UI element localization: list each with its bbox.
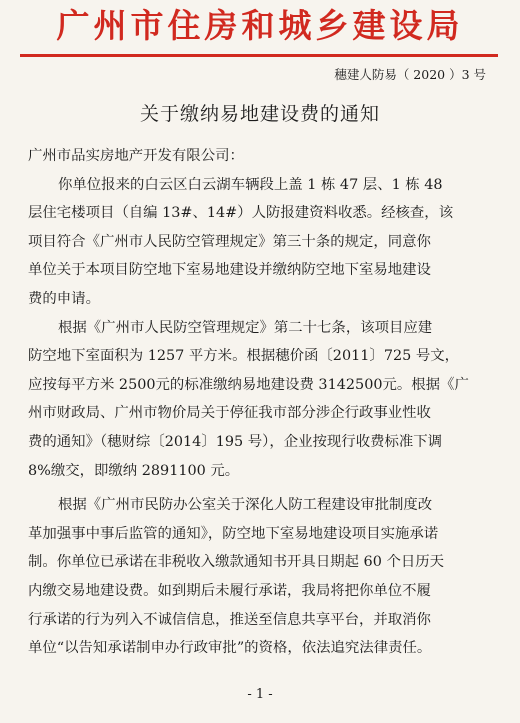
paragraph-line: 防空地下室面积为 1257 平方米。根据穗价函〔2011〕725 号文， (28, 348, 460, 365)
paragraph-line: 州市财政局、广州市物价局关于停征我市部分涉企行政事业性收 (28, 405, 431, 422)
paragraph-2 (28, 314, 494, 486)
page-number: - 1 - (247, 687, 273, 702)
paragraph-3 (28, 491, 494, 663)
document-number: 穗建人防易（ 2020 ）3 号 (334, 67, 486, 82)
paragraph-1 (28, 171, 494, 314)
paragraph-line: 单位“以告知承诺制申办行政审批”的资格，依法追究法律责任。 (28, 640, 432, 657)
paragraph-line: 根据《广州市民防办公室关于深化人防工程建设审批制度改 (58, 497, 433, 514)
red-divider-line (20, 54, 498, 57)
paragraph-line: 费的申请。 (28, 290, 100, 307)
paragraph-line: 层住宅楼项目（自编 13#、14#）人防报建资料收悉。经核查，该 (28, 205, 454, 222)
paragraph-line: 单位关于本项目防空地下室易地建设并缴纳防空地下室易地建设 (28, 262, 431, 279)
paragraph-line: 费的通知》（穗财综〔2014〕195 号），企业按现行收费标准下调 (28, 433, 443, 450)
paragraph-line: 内缴交易地建设费。如到期后未履行承诺，我局将把你单位不履 (28, 582, 431, 599)
document-title: 关于缴纳易地建设费的通知 (139, 103, 380, 125)
paragraph-line: 革加强事中事后监管的通知》，防空地下室易地建设项目实施承诺 (28, 525, 439, 542)
paragraph-line: 根据《广州市人民防空管理规定》第二十七条，该项目应建 (58, 319, 433, 336)
paragraph-line: 项目符合《广州市人民防空管理规定》第三十条的规定，同意你 (28, 233, 431, 250)
paragraph-line: 行承诺的行为列入不诚信信息，推送至信息共享平台，并取消你 (28, 611, 431, 628)
paragraph-line: 你单位报来的白云区白云湖车辆段上盖 1 栋 47 层、1 栋 48 (58, 176, 443, 193)
paragraph-line: 应按每平方米 2500元的标准缴纳易地建设费 3142500元。根据《广 (28, 376, 469, 393)
letterhead: 广州市住房和城乡建设局 (56, 6, 464, 45)
addressee: 广州市品实房地产开发有限公司： (28, 148, 244, 164)
paragraph-line: 制。你单位已承诺在非税收入缴款通知书开具日期起 60 个日历天 (28, 554, 445, 571)
paragraph-line: 8%缴交，即缴纳 2891100 元。 (28, 462, 240, 479)
document-body (28, 142, 494, 663)
